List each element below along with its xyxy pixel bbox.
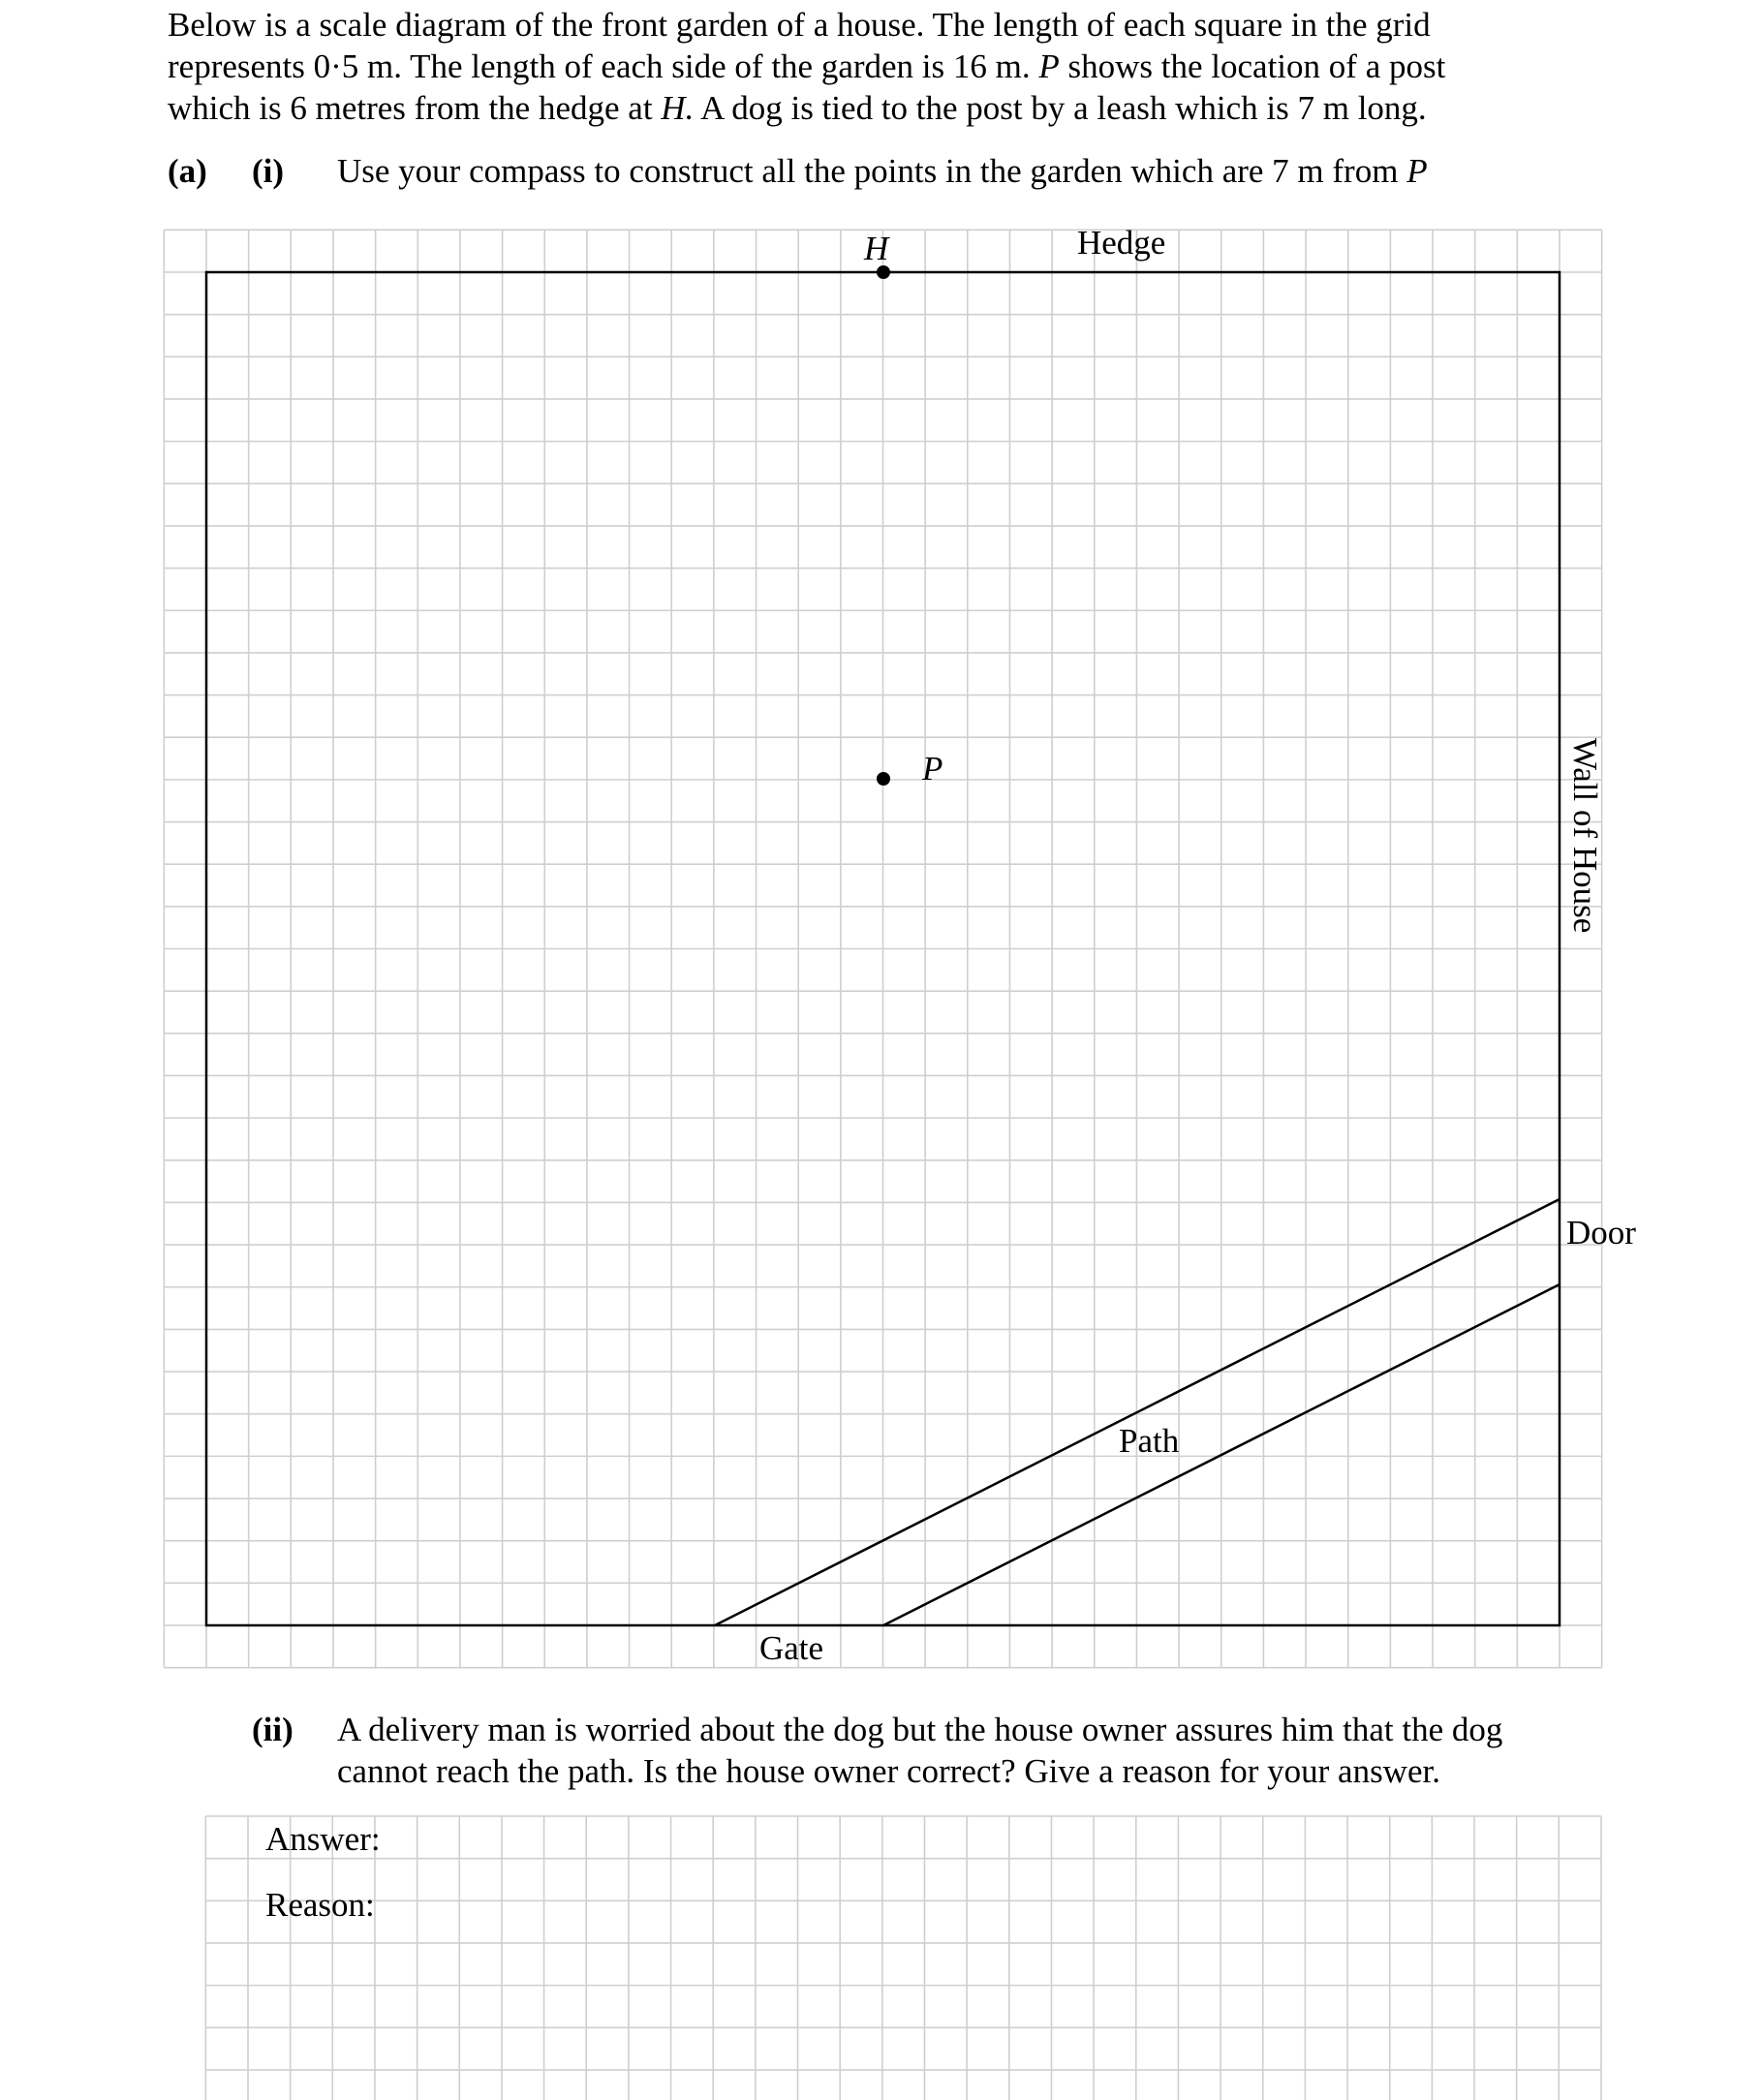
- point-h-dot: [877, 265, 890, 279]
- label-gate: Gate: [759, 1629, 824, 1667]
- label-wall-of-house: Wall of House: [1566, 738, 1604, 934]
- label-path: Path: [1119, 1422, 1180, 1460]
- part-a-i-text-p: P: [1406, 152, 1428, 190]
- label-hedge: Hedge: [1077, 224, 1166, 262]
- label-h: H: [864, 230, 889, 267]
- part-a-ii-line-2: cannot reach the path. Is the house owner correct? Give a reason for your answer.: [337, 1752, 1440, 1790]
- part-a-i-text-main: Use your compass to construct all the points in the garden which are 7 m from: [337, 152, 1407, 190]
- label-p: P: [922, 750, 943, 788]
- intro-line-2-p: P: [1038, 47, 1060, 85]
- part-a-ii-line-1: A delivery man is worried about the dog but the house owner assures him that the dog: [337, 1711, 1503, 1748]
- answer-label: Answer:: [265, 1820, 381, 1858]
- intro-line-1: Below is a scale diagram of the front garden of a house. The length of each square in the grid: [168, 6, 1431, 44]
- part-a-label: (a): [168, 152, 207, 190]
- reason-label: Reason:: [265, 1886, 375, 1924]
- point-p-dot: [877, 772, 890, 786]
- part-a-ii-label: (ii): [252, 1711, 294, 1748]
- intro-line-2-b: shows the location of a post: [1059, 47, 1446, 85]
- intro-line-3-h: H.: [661, 89, 695, 127]
- diagram-grid: [164, 230, 1601, 1667]
- intro-line-3-a: which is 6 metres from the hedge at: [168, 89, 662, 127]
- label-door: Door: [1566, 1214, 1636, 1251]
- intro-line-3-b: A dog is tied to the post by a leash which is 7 m long.: [694, 89, 1427, 127]
- intro-line-2-a: represents 0·5 m. The length of each side of the garden is 16 m.: [168, 47, 1039, 85]
- answer-grid[interactable]: [205, 1816, 1601, 2100]
- part-a-i-label: (i): [252, 152, 285, 190]
